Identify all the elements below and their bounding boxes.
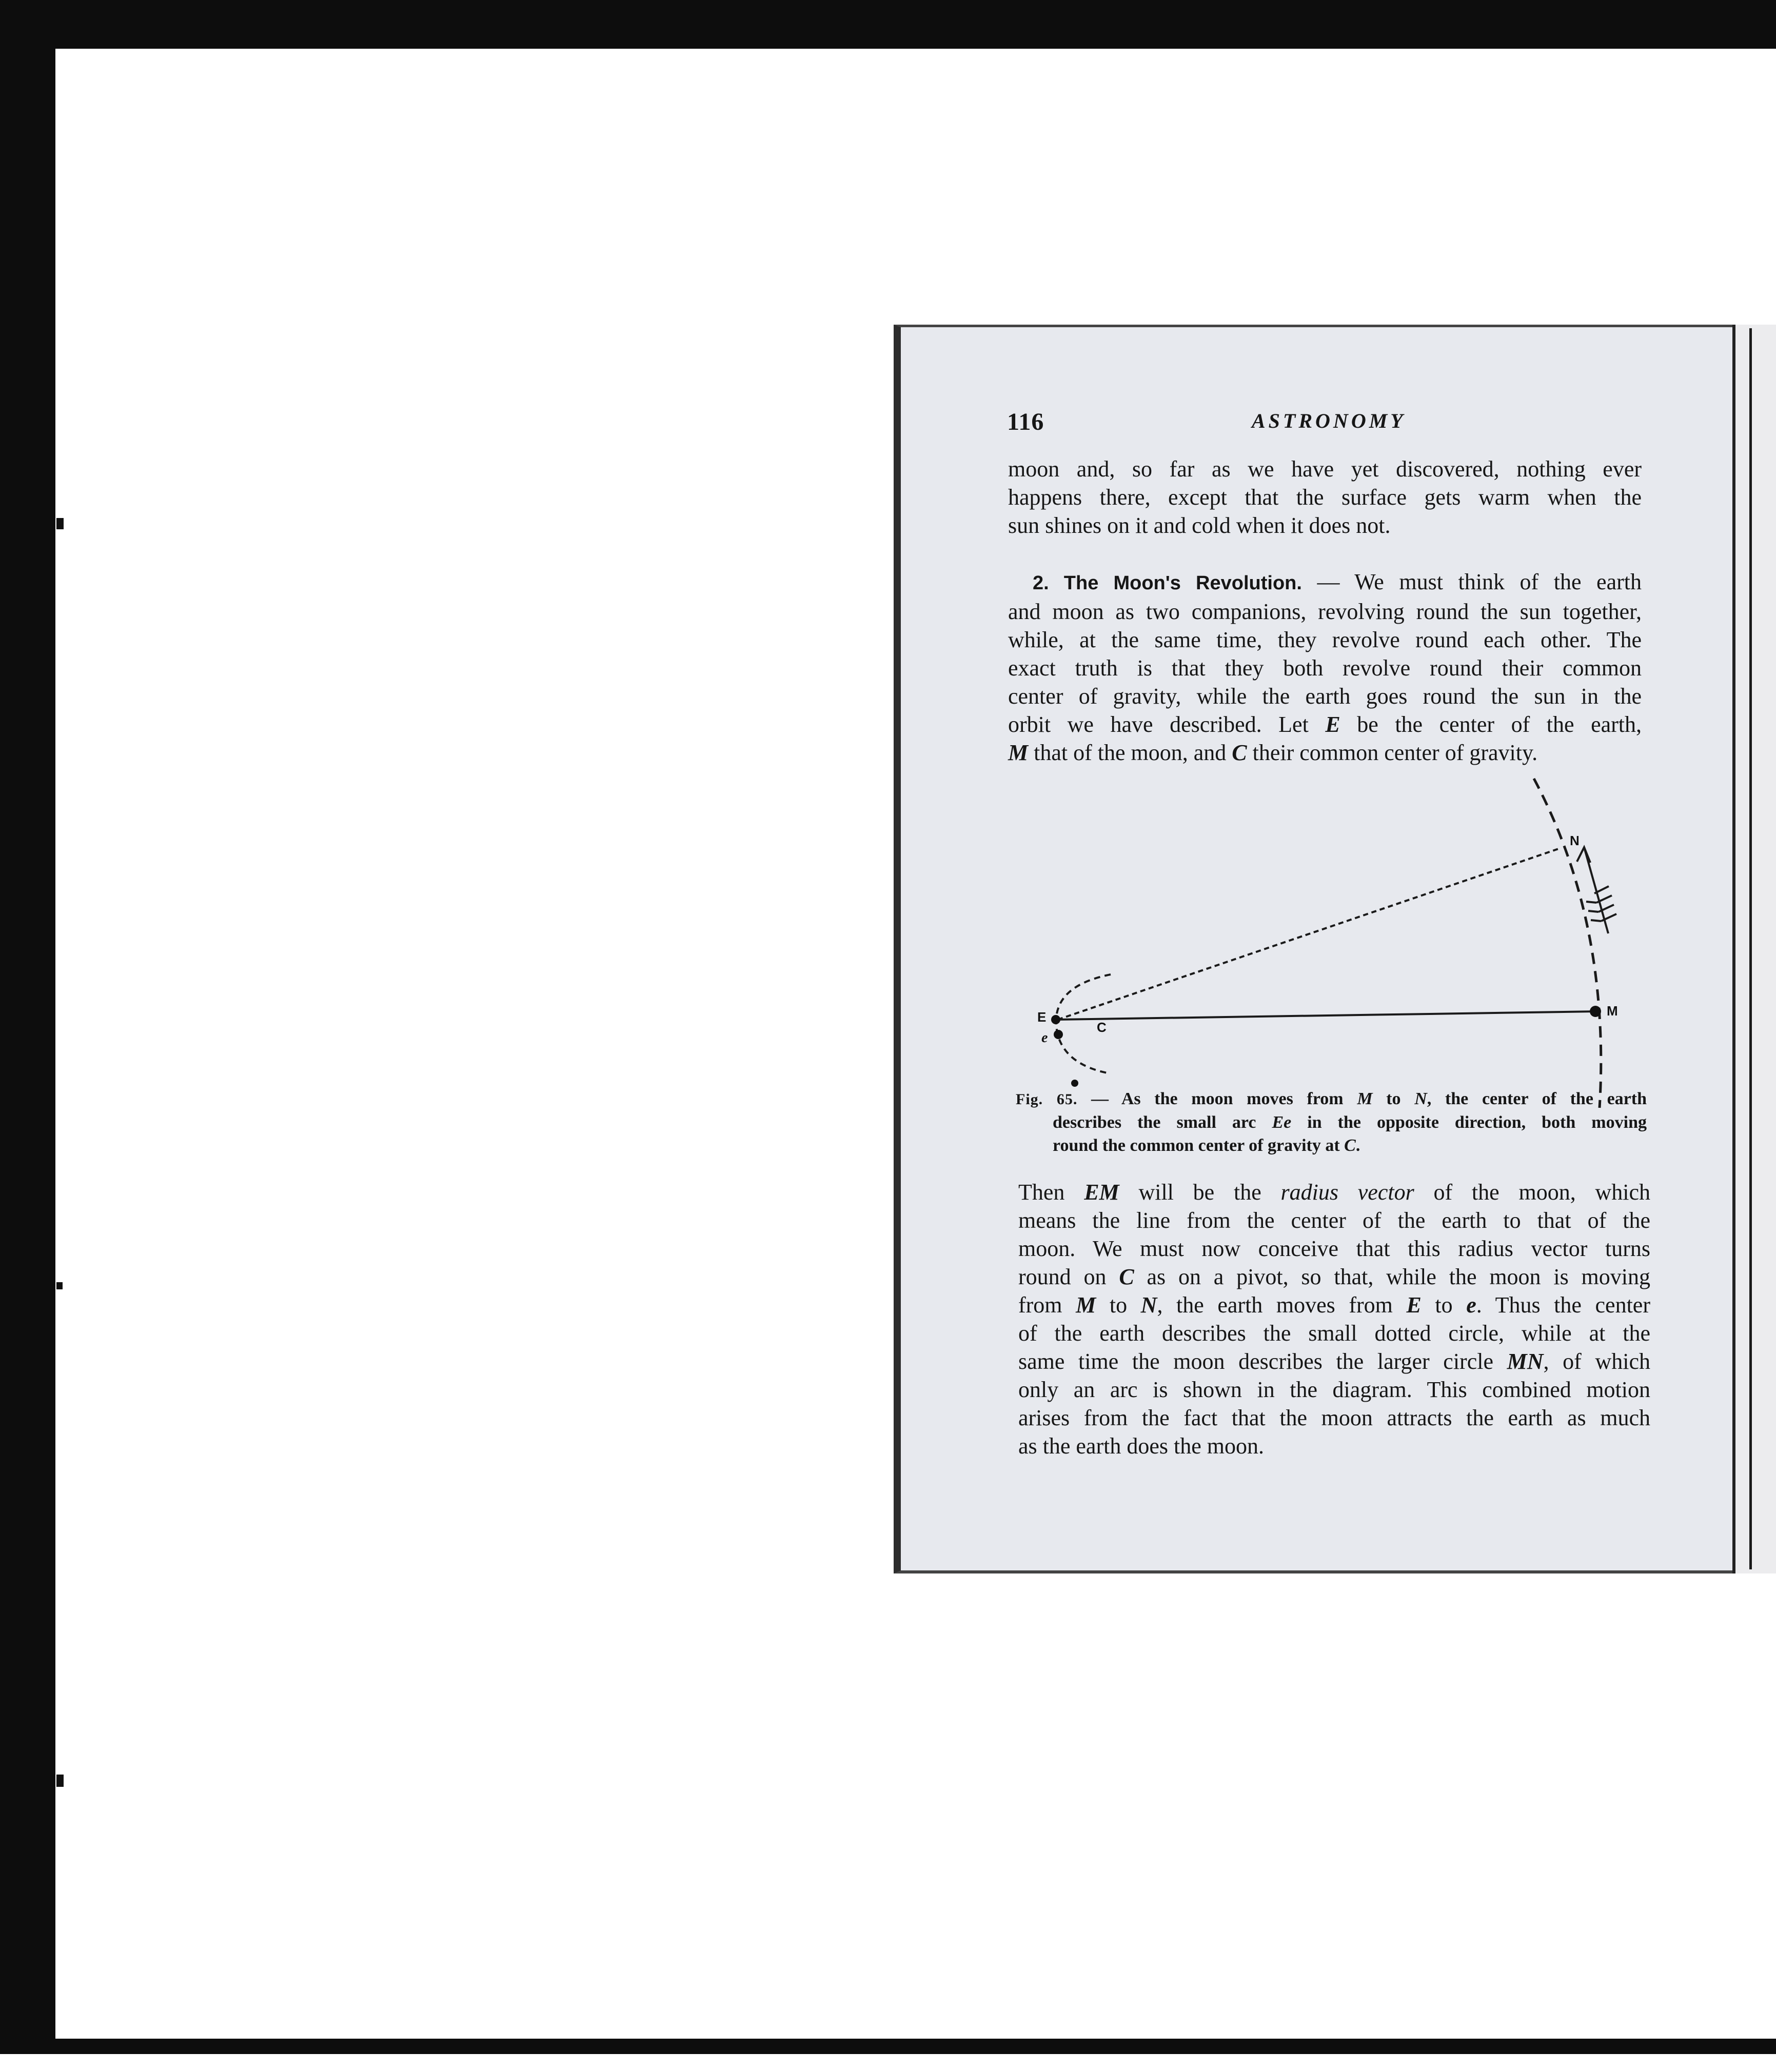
text-line: means the line from the center of the earth to that of the [1018, 1208, 1650, 1233]
caption-line: round the common center of gravity at C. [1053, 1136, 1360, 1155]
text-line: from M to N, the earth moves from E to e. Thus the center [1018, 1292, 1650, 1318]
label-e-upper: E [1037, 1009, 1047, 1025]
radius-line-en [1058, 849, 1558, 1020]
figure-caption [1016, 1087, 1647, 1157]
figure-label: Fig. 65. [1016, 1091, 1078, 1108]
text-line: happens there, except that the surface gets warm when the [1008, 485, 1642, 510]
stray-dot [1071, 1080, 1078, 1087]
text-line: M that of the moon, and C their common center of gravity. [1008, 740, 1538, 765]
motion-arrow [1577, 847, 1616, 933]
label-m: M [1607, 1003, 1618, 1019]
text-line: only an arc is shown in the diagram. This combined motion [1018, 1377, 1650, 1402]
label-e-lower: e [1041, 1030, 1048, 1046]
earth-point-e-lower [1054, 1030, 1063, 1039]
text-line: of the earth describes the small dotted circle, while at the [1018, 1321, 1650, 1346]
label-c: C [1097, 1020, 1107, 1035]
text-line: sun shines on it and cold when it does not. [1008, 513, 1391, 538]
earth-point-e-upper [1051, 1015, 1060, 1024]
moon-point-m [1590, 1006, 1601, 1017]
running-head: ASTRONOMY [1252, 409, 1406, 432]
label-n: N [1570, 833, 1580, 848]
text-line: orbit we have described. Let E be the center of the earth, [1008, 712, 1642, 737]
moon-orbit-arc [1534, 779, 1601, 1108]
text-line: same time the moon describes the larger circle MN, of which [1018, 1349, 1650, 1374]
section-heading: 2. The Moon's Revolution. [1033, 572, 1302, 594]
radius-line-em [1057, 1011, 1596, 1020]
text-line: as the earth does the moon. [1018, 1433, 1264, 1459]
caption-line: describes the small arc Ee in the opposite direction, both moving [1053, 1113, 1647, 1132]
paragraph-after-figure [1018, 1178, 1650, 1460]
text-line: 2. The Moon's Revolution. — We must think of the earth [1033, 569, 1642, 594]
page-number: 116 [1007, 408, 1044, 435]
text-line: round on C as on a pivot, so that, while the moon is moving [1018, 1264, 1651, 1289]
text-line: and moon as two companions, revolving round the sun together, [1008, 599, 1642, 624]
text-line: center of gravity, while the earth goes round the sun in the [1008, 684, 1642, 709]
text-line: exact truth is that they both revolve round their common [1008, 655, 1642, 681]
text-line: arises from the fact that the moon attracts the earth as much [1018, 1405, 1650, 1430]
caption-line: Fig. 65. — As the moon moves from M to N, the center of the earth [1016, 1089, 1647, 1108]
text-line: moon. We must now conceive that this radius vector turns [1018, 1236, 1650, 1261]
text-line: Then EM will be the radius vector of the moon, which [1018, 1180, 1650, 1205]
text-line: moon and, so far as we have yet discovered, nothing ever [1008, 456, 1642, 482]
text-line: while, at the same time, they revolve round each other. The [1008, 627, 1642, 652]
